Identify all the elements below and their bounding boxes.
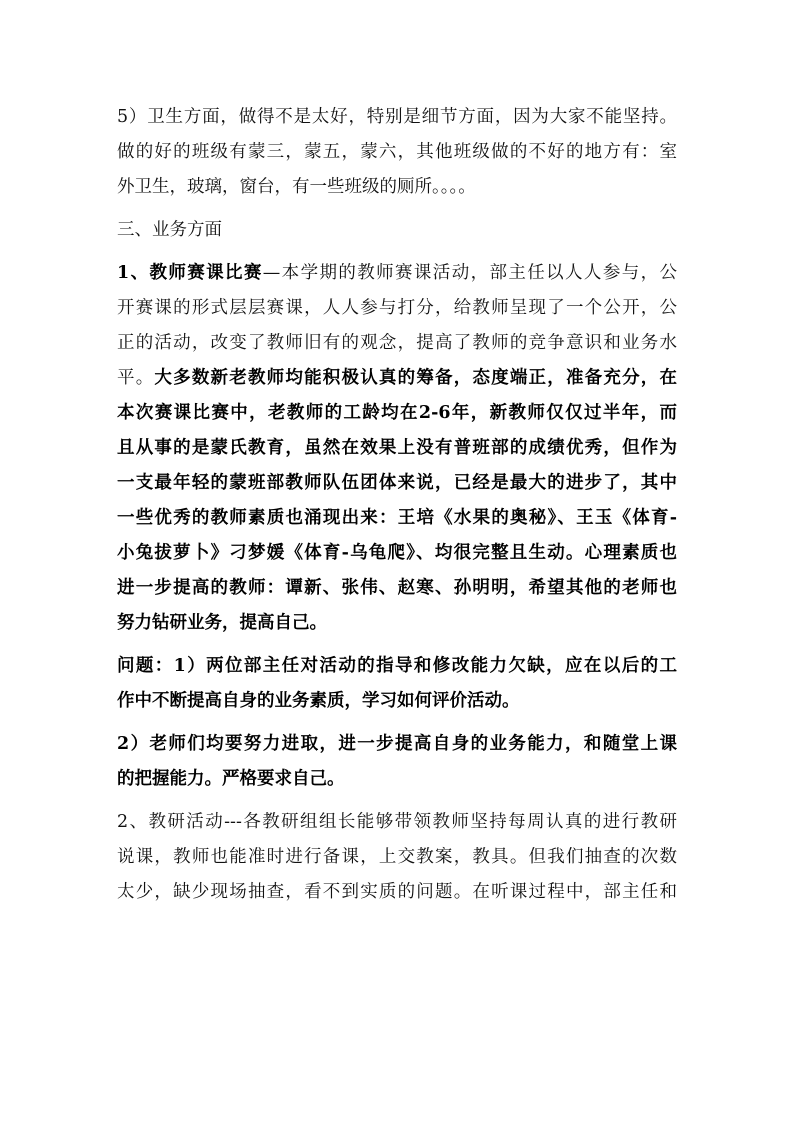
subheading-label: 1、教师赛课比赛	[117, 263, 263, 283]
text-line: 作中不断提高自身的业务素质，学习如何评价活动。	[117, 691, 520, 711]
text-line: 一些优秀的教师素质也涌现出来：王培《水果的奥秘》、王玉《体育-	[117, 508, 677, 528]
text-line: 说课，教师也能准时进行备课，上交教案，教具。但我们抽查的次数	[117, 847, 677, 867]
text-line	[117, 256, 677, 291]
text-line: 2）老师们均要努力进取，进一步提高自身的业务能力，和随堂上课	[117, 734, 677, 754]
text-line: 2、教研活动---各教研组组长能够带领教师坚持每周认真的进行教研	[117, 812, 677, 832]
text-line: 外卫生，玻璃，窗台，有一些班级的厕所。。。。	[117, 177, 476, 197]
text-span: 平。	[117, 368, 155, 388]
text-line: 且从事的是蒙氏教育，虽然在效果上没有普班部的成绩优秀，但作为	[117, 438, 677, 458]
text-line: 的把握能力。严格要求自己。	[117, 769, 345, 789]
text-span: —本学期的教师赛课活动，部主任以人人参与，公	[262, 263, 677, 283]
text-line: 进一步提高的教师：谭新、张伟、赵寒、孙明明，希望其他的老师也	[117, 578, 677, 598]
section-heading: 三、业务方面	[117, 220, 222, 240]
document-body	[117, 100, 677, 910]
text-line: 正的活动，改变了教师旧有的观念，提高了教师的竞争意识和业务水	[117, 333, 677, 353]
text-line: 本次赛课比赛中，老教师的工龄均在2-6年，新教师仅仅过半年，而	[117, 403, 677, 423]
text-line	[117, 361, 677, 396]
text-line: 小兔拔萝卜》刁梦媛《体育-乌龟爬》、均很完整且生动。心理素质也	[117, 543, 677, 563]
text-line: 一支最年轻的蒙班部教师队伍团体来说，已经是最大的进步了，其中	[117, 473, 677, 493]
text-line: 问题：1）两位部主任对活动的指导和修改能力欠缺，应在以后的工	[117, 656, 677, 676]
text-line: 5）卫生方面，做得不是太好，特别是细节方面，因为大家不能坚持。	[117, 107, 677, 127]
text-line: 努力钻研业务，提高自己。	[117, 613, 327, 633]
bold-text-span: 大多数新老教师均能积极认真的筹备，态度端正，准备充分，在	[154, 368, 678, 388]
text-line: 太少，缺少现场抽查，看不到实质的问题。在听课过程中，部主任和	[117, 882, 677, 902]
text-line: 开赛课的形式层层赛课，人人参与打分，给教师呈现了一个公开，公	[117, 298, 677, 318]
text-line: 做的好的班级有蒙三，蒙五，蒙六，其他班级做的不好的地方有：室	[117, 142, 677, 162]
